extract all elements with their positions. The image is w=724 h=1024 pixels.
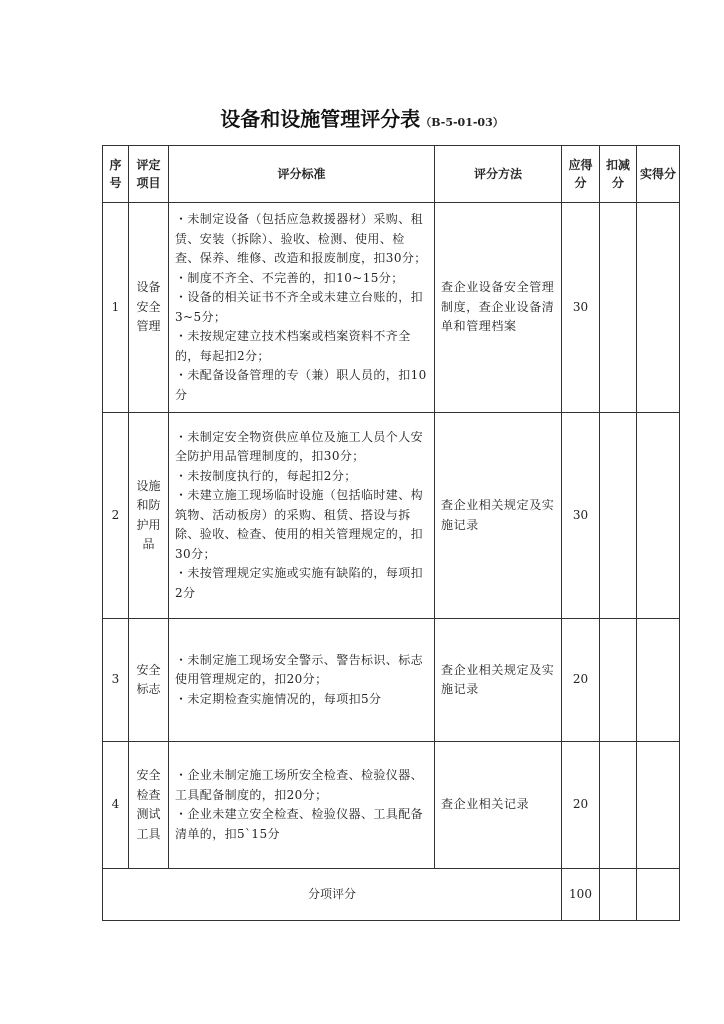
- table-row: [103, 413, 680, 619]
- page-title: [0, 103, 724, 132]
- criteria-line: ・未按管理规定实施或实施有缺陷的，每项扣2分: [175, 566, 424, 600]
- row-item: 设备安全管理: [129, 203, 169, 413]
- criteria-line: ・企业未制定施工场所安全检查、检验仪器、工具配备制度的，扣20分；: [175, 768, 424, 802]
- scoring-table: [102, 145, 680, 921]
- row-item: 安全标志: [129, 619, 169, 742]
- header-no: 序号: [103, 146, 129, 203]
- header-criteria: 评分标准: [169, 146, 435, 203]
- row-item: 安全检查测试工具: [129, 742, 169, 869]
- row-due: 20: [562, 619, 600, 742]
- row-criteria: [169, 619, 435, 742]
- header-row: [103, 146, 680, 203]
- table-row: [103, 203, 680, 413]
- row-method: 查企业相关规定及实施记录: [435, 413, 562, 619]
- row-due: 20: [562, 742, 600, 869]
- row-deduct[interactable]: [600, 742, 637, 869]
- criteria-line: ・未制定安全物资供应单位及施工人员个人安全防护用品管理制度的，扣30分；: [175, 429, 424, 464]
- form-code: （B-5-01-03）: [420, 116, 504, 129]
- total-row: [103, 869, 680, 921]
- title-text: 设备和设施管理评分表: [220, 107, 421, 131]
- header-deduct: 扣减分: [600, 146, 637, 203]
- row-no: 1: [103, 203, 129, 413]
- row-no: 3: [103, 619, 129, 742]
- row-item: 设施和防护用品: [129, 413, 169, 619]
- row-deduct[interactable]: [600, 203, 637, 413]
- row-deduct[interactable]: [600, 413, 637, 619]
- criteria-line: ・企业未建立安全检查、检验仪器、工具配备清单的，扣5`15分: [175, 807, 424, 841]
- row-actual[interactable]: [637, 203, 680, 413]
- row-criteria: [169, 742, 435, 869]
- criteria-line: ・未定期检查实施情况的，每项扣5分: [175, 691, 382, 706]
- criteria-line: ・未建立施工现场临时设施（包括临时建、构筑物、活动板房）的采购、租赁、搭设与拆除、验收、检查、使用的相关管理规定的，扣30分；: [175, 488, 424, 561]
- row-actual[interactable]: [637, 413, 680, 619]
- row-actual[interactable]: [637, 619, 680, 742]
- table-row: [103, 619, 680, 742]
- row-actual[interactable]: [637, 742, 680, 869]
- row-method: 查企业相关规定及实施记录: [435, 619, 562, 742]
- row-criteria: [169, 413, 435, 619]
- criteria-line: ・未制定设备（包括应急救援器材）采购、租赁、安装（拆除）、验收、检测、使用、检查、保养、维修、改造和报废制度，扣30分；: [175, 212, 427, 265]
- row-due: 30: [562, 203, 600, 413]
- criteria-line: ・未配备设备管理的专（兼）职人员的，扣10分: [175, 368, 427, 402]
- criteria-line: ・未制定施工现场安全警示、警告标识、标志使用管理规定的，扣20分；: [175, 652, 424, 687]
- total-label: 分项评分: [103, 869, 562, 921]
- header-item: 评定项目: [129, 146, 169, 203]
- header-method: 评分方法: [435, 146, 562, 203]
- row-criteria: [169, 203, 435, 413]
- criteria-line: ・制度不齐全、不完善的，扣10~15分；: [175, 270, 404, 285]
- table-row: [103, 742, 680, 869]
- row-no: 4: [103, 742, 129, 869]
- row-no: 2: [103, 413, 129, 619]
- total-due: 100: [562, 869, 600, 921]
- row-method: 查企业设备安全管理制度，查企业设备清单和管理档案: [435, 203, 562, 413]
- row-deduct[interactable]: [600, 619, 637, 742]
- criteria-line: ・设备的相关证书不齐全或未建立台账的，扣3~5分；: [175, 290, 424, 324]
- total-actual[interactable]: [637, 869, 680, 921]
- criteria-line: ・未按规定建立技术档案或档案资料不齐全的，每起扣2分；: [175, 329, 411, 363]
- header-due: 应得分: [562, 146, 600, 203]
- criteria-line: ・未按制度执行的，每起扣2分；: [175, 468, 357, 483]
- row-method: 查企业相关记录: [435, 742, 562, 869]
- total-deduct[interactable]: [600, 869, 637, 921]
- header-actual: 实得分: [637, 146, 680, 203]
- row-due: 30: [562, 413, 600, 619]
